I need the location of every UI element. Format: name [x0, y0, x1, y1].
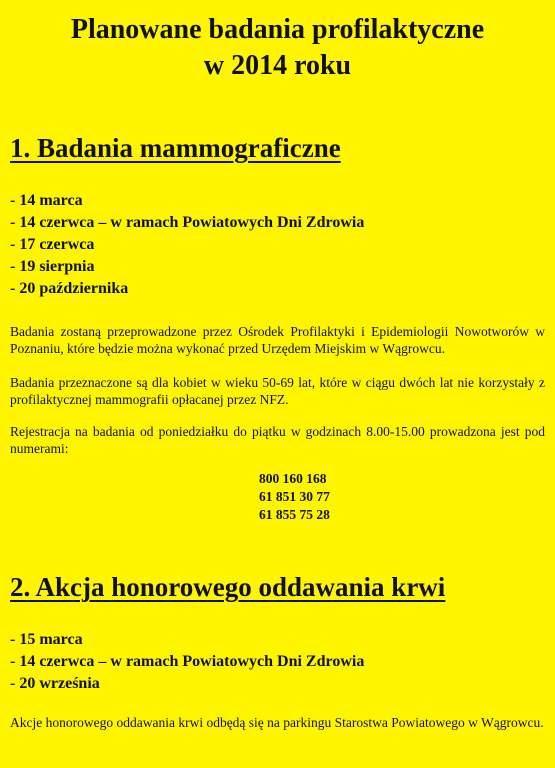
section-1-dates-list	[10, 190, 364, 300]
section-2-dates-list	[10, 629, 364, 695]
list-item: - 20 października	[10, 280, 129, 297]
section-1-paragraph-2: Badania przeznaczone są dla kobiet w wieku 50-69 lat, które w ciągu dwóch lat nie korzystały z profilaktycznej mammografii opłacanej przez NFZ.	[10, 375, 545, 407]
section-1-paragraph-3: Rejestracja na badania od poniedziałku do piątku w godzinach 8.00-15.00 prowadzona jest pod numerami:	[10, 424, 545, 456]
list-item: - 19 sierpnia	[10, 258, 95, 275]
list-item: - 15 marca	[10, 631, 83, 648]
section-1-heading: 1. Badania mammograficzne	[10, 133, 341, 163]
list-item: - 14 czerwca – w ramach Powiatowych Dni Zdrowia	[10, 653, 365, 670]
phone-number: 61 851 30 77	[259, 489, 330, 504]
section-1-paragraph-1: Badania zostaną przeprowadzone przez Ośrodek Profilaktyki i Epidemiologii Nowotworów w Poznaniu, które będzie można wykonać przed Urzędem Miejskim w Wągrowcu.	[10, 324, 545, 356]
section-2-heading: 2. Akcja honorowego oddawania krwi	[10, 572, 446, 602]
list-item: - 17 czerwca	[10, 236, 95, 253]
page-title-line-1: Planowane badania profilaktyczne	[70, 14, 485, 45]
list-item: - 14 czerwca – w ramach Powiatowych Dni Zdrowia	[10, 214, 365, 231]
section-2-paragraph-1: Akcje honorowego oddawania krwi odbędą się na parkingu Starostwa Powiatowego w Wągrowcu.	[10, 715, 544, 730]
list-item: - 14 marca	[10, 192, 83, 209]
phone-number: 800 160 168	[259, 471, 327, 486]
page-title	[0, 12, 555, 84]
list-item: - 20 września	[10, 675, 100, 692]
page-title-line-2: w 2014 roku	[203, 50, 352, 81]
phone-number: 61 855 75 28	[259, 507, 330, 522]
phone-numbers-list	[259, 470, 330, 524]
